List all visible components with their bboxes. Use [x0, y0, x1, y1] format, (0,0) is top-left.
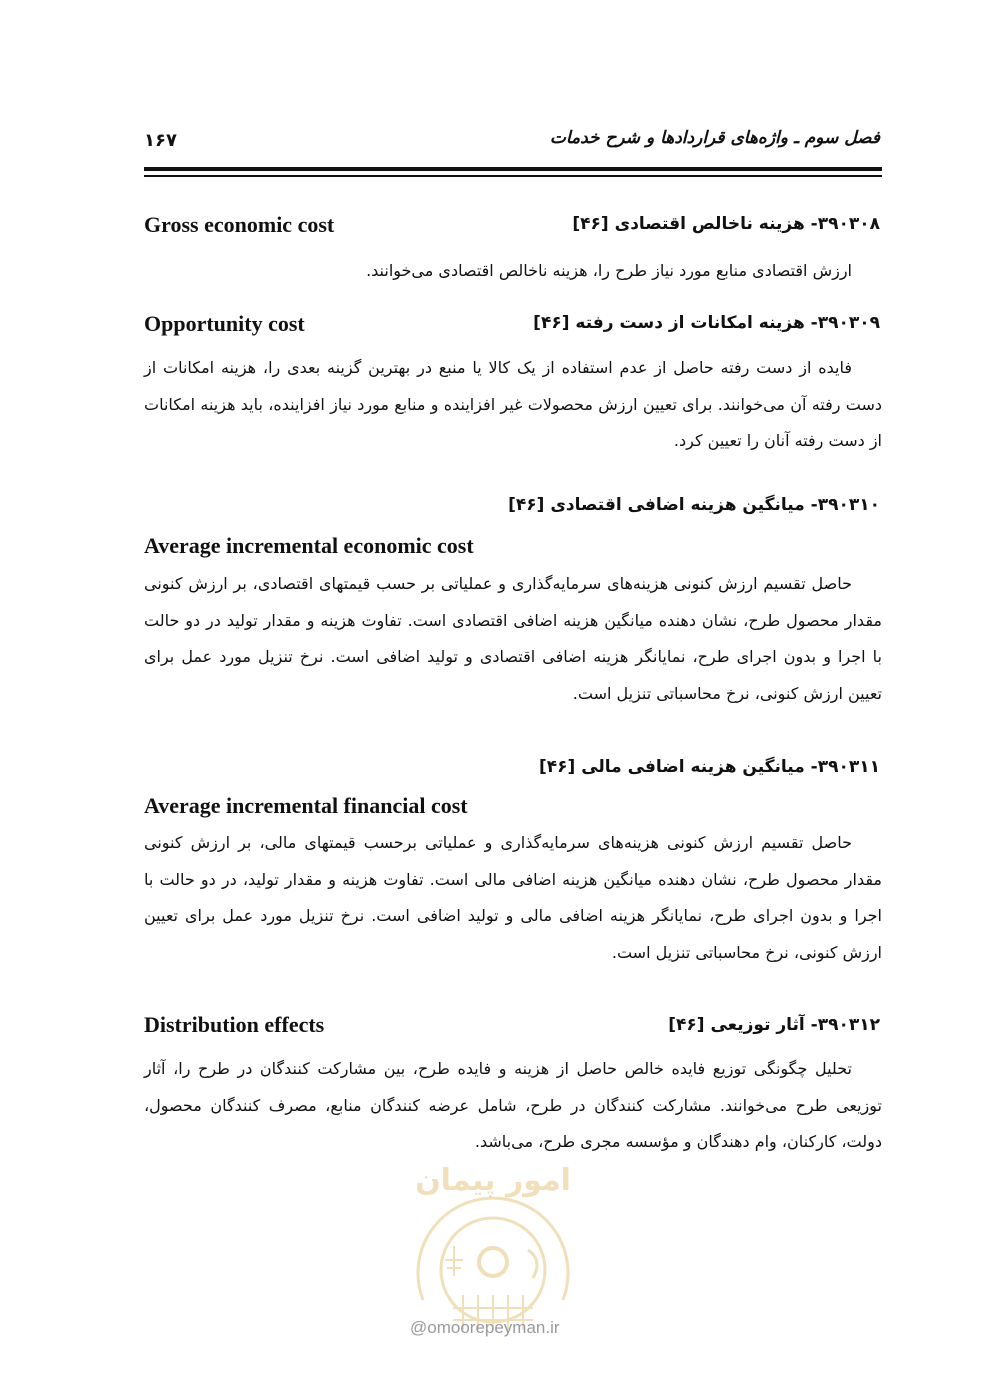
entry-390308-paragraph: ارزش اقتصادی منابع مورد نیاز طرح را، هزینه ناخالص اقتصادی می‌خوانند. — [366, 261, 852, 280]
entry-390310-text — [144, 566, 882, 712]
entry-390310-en-title: Average incremental economic cost — [144, 533, 474, 558]
watermark-logo-text: امور پیمان — [415, 1163, 571, 1198]
page-number: ۱۶۷ — [144, 130, 177, 151]
entry-390308-text — [144, 253, 882, 290]
entry-390309-en-title: Opportunity cost — [144, 311, 305, 336]
entry-390312-paragraph: تحلیل چگونگی توزیع فایده خالص حاصل از هزینه و فایده طرح، بین مشارکت کنندگان در طرح را، آثار توزیعی طرح می‌خوانند. مشارکت کنندگان در طرح، شامل عرضه کنندگان منابع، مصرف کنندگان محصول، دولت، کارکنان، وام دهندگان و مؤسسه مجری طرح، می‌باشد. — [144, 1059, 882, 1151]
entry-390312-text — [144, 1051, 882, 1161]
watermark-url: @omoorepeyman.ir — [410, 1318, 560, 1337]
entry-390311-text — [144, 825, 882, 971]
entry-390312-fa-title: ۳۹۰۳۱۲- آثار توزیعی [۴۶] — [668, 1015, 880, 1035]
entry-390308-fa-title: ۳۹۰۳۰۸- هزینه ناخالص اقتصادی [۴۶] — [572, 214, 880, 234]
entry-390308-en-title: Gross economic cost — [144, 212, 335, 237]
entry-390312-en-title: Distribution effects — [144, 1012, 325, 1037]
entry-390311-fa-title: ۳۹۰۳۱۱- میانگین هزینه اضافی مالی [۴۶] — [538, 757, 880, 777]
entry-390310-paragraph: حاصل تقسیم ارزش کنونی هزینه‌های سرمایه‌گذاری و عملیاتی بر حسب قیمتهای اقتصادی، بر ارزش کنونی مقدار محصول طرح، نشان دهنده میانگین هزینه اضافی اقتصادی است. تفاوت هزینه و مقدار تولید در دو حالت با اجرا و بدون اجرای طرح، نمایانگر هزینه اضافی اقتصادی و تولید اضافی است. نرخ تنزیل مورد عمل برای تعیین ارزش کنونی، نرخ محاسباتی تنزیل است. — [144, 574, 882, 703]
entry-390309-text — [144, 350, 882, 460]
running-header-title: فصل سوم ـ واژه‌های قراردادها و شرح خدمات — [549, 128, 880, 148]
entry-390309-fa-title: ۳۹۰۳۰۹- هزینه امکانات از دست رفته [۴۶] — [533, 313, 880, 333]
entry-390309-paragraph: فایده از دست رفته حاصل از عدم استفاده از یک کالا یا منبع در بهترین گزینه بعدی را، هزینه امکانات از دست رفته آن می‌خوانند. برای تعیین ارزش محصولات غیر افزاینده و منابع مورد نیاز افزاینده، باید هزینه امکانات از دست رفته آنان را تعیین کرد. — [144, 358, 882, 450]
entry-390310-fa-title: ۳۹۰۳۱۰- میانگین هزینه اضافی اقتصادی [۴۶] — [508, 495, 880, 515]
entry-390311-en-title: Average incremental financial cost — [144, 793, 468, 818]
entry-390311-paragraph: حاصل تقسیم ارزش کنونی هزینه‌های سرمایه‌گذاری و عملیاتی برحسب قیمتهای مالی، بر ارزش کنونی مقدار محصول طرح، نشان دهنده میانگین هزینه اضافی مالی است. تفاوت هزینه و مقدار تولید، در دو حالت با اجرا و بدون اجرای طرح، نمایانگر هزینه اضافی مالی و تولید اضافی است. نرخ تنزیل مورد عمل برای تعیین ارزش کنونی، نرخ محاسباتی تنزیل است. — [144, 833, 882, 962]
header-rule-thin — [144, 175, 882, 177]
header-rule-thick — [144, 167, 882, 171]
